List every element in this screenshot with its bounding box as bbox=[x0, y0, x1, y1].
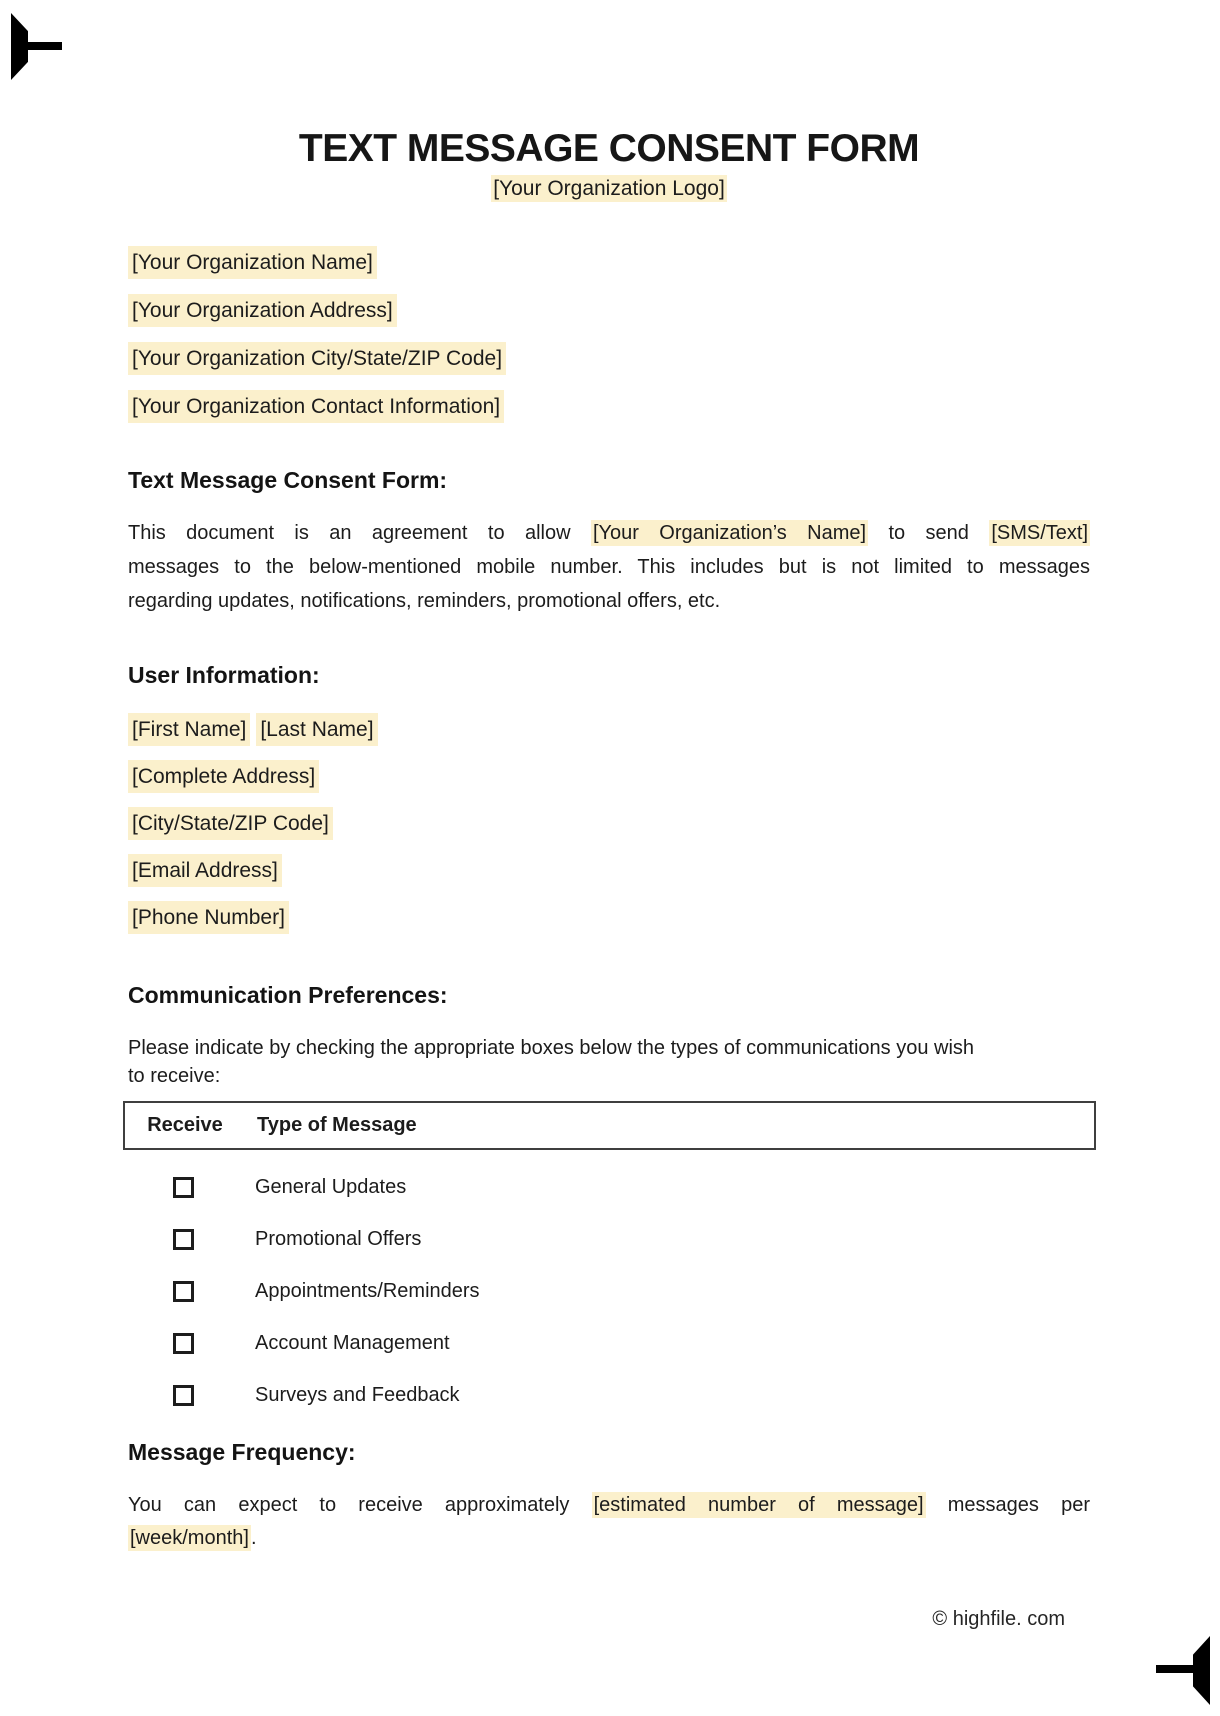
preferences-section-heading: Communication Preferences: bbox=[128, 982, 448, 1008]
preferences-intro bbox=[128, 1034, 1090, 1090]
org-address-line: [Your Organization Address] bbox=[128, 294, 1090, 327]
message-type-label: Promotional Offers bbox=[255, 1227, 422, 1250]
receive-checkbox[interactable] bbox=[173, 1177, 194, 1198]
consent-paragraph-line-1: This document is an agreement to allow [Your Organization’s Name] to send [SMS/Text] bbox=[128, 522, 1089, 544]
table-row bbox=[123, 1172, 1096, 1202]
user-address-line: [Complete Address] bbox=[128, 760, 1090, 793]
last-name-placeholder: [Last Name] bbox=[256, 713, 377, 746]
logo-placeholder bbox=[128, 174, 1090, 204]
consent-section-heading: Text Message Consent Form: bbox=[128, 467, 448, 493]
crop-mark-top-left-bar-icon bbox=[26, 42, 62, 50]
consent-paragraph-line-3: regarding updates, notifications, reminders, promotional offers, etc. bbox=[128, 590, 721, 612]
preferences-intro-line-1: Please indicate by checking the appropriate boxes below the types of communications you wish bbox=[128, 1037, 975, 1059]
week-month-highlight: [week/month] bbox=[130, 1527, 249, 1549]
estimated-number-highlight: [estimated number of message] bbox=[593, 1494, 924, 1516]
org-name-line: [Your Organization Name] bbox=[128, 246, 1090, 279]
receive-checkbox[interactable] bbox=[173, 1281, 194, 1302]
consent-paragraph-line-2: messages to the below-mentioned mobile number. This includes but is not limited to messages bbox=[128, 556, 1090, 578]
preferences-table-header bbox=[123, 1101, 1096, 1150]
user-info-block bbox=[128, 713, 1090, 948]
receive-checkbox[interactable] bbox=[173, 1385, 194, 1406]
crop-mark-bottom-right-bar-icon bbox=[1156, 1665, 1194, 1673]
page-title: TEXT MESSAGE CONSENT FORM bbox=[298, 127, 920, 170]
org-city-state-zip-line: [Your Organization City/State/ZIP Code] bbox=[128, 342, 1090, 375]
user-city-state-zip-line: [City/State/ZIP Code] bbox=[128, 807, 1090, 840]
message-type-label: Surveys and Feedback bbox=[255, 1383, 460, 1406]
receive-column-header: Receive bbox=[147, 1114, 223, 1136]
message-type-label: General Updates bbox=[255, 1175, 407, 1198]
user-name-line bbox=[128, 713, 1090, 746]
footer-copyright: © highfile. com bbox=[932, 1608, 1065, 1630]
user-phone-line: [Phone Number] bbox=[128, 901, 1090, 934]
frequency-section-heading: Message Frequency: bbox=[128, 1439, 356, 1465]
crop-mark-bottom-right-icon bbox=[1193, 1636, 1210, 1705]
receive-checkbox[interactable] bbox=[173, 1229, 194, 1250]
consent-paragraph bbox=[128, 516, 1090, 618]
org-name-inline-highlight: [Your Organization’s Name] bbox=[592, 522, 867, 544]
frequency-paragraph bbox=[128, 1489, 1090, 1555]
org-contact-line: [Your Organization Contact Information] bbox=[128, 390, 1090, 423]
type-column-header: Type of Message bbox=[257, 1114, 417, 1136]
message-type-label: Appointments/Reminders bbox=[255, 1279, 480, 1302]
receive-checkbox[interactable] bbox=[173, 1333, 194, 1354]
logo-placeholder-highlight: [Your Organization Logo] bbox=[493, 177, 725, 200]
organization-info-block bbox=[128, 246, 1090, 438]
preferences-table bbox=[123, 1101, 1096, 1410]
table-row bbox=[123, 1224, 1096, 1254]
message-type-label: Account Management bbox=[255, 1331, 450, 1354]
table-row bbox=[123, 1276, 1096, 1306]
user-email-line: [Email Address] bbox=[128, 854, 1090, 887]
user-section-heading: User Information: bbox=[128, 662, 320, 688]
sms-text-inline-highlight: [SMS/Text] bbox=[991, 522, 1089, 544]
first-name-placeholder: [First Name] bbox=[128, 713, 250, 746]
preferences-intro-line-2: to receive: bbox=[128, 1065, 221, 1087]
frequency-paragraph-line-1: You can expect to receive approximately [estimated number of message] messages per bbox=[128, 1494, 1090, 1516]
frequency-paragraph-line-2: [week/month] . bbox=[130, 1527, 257, 1549]
table-row bbox=[123, 1380, 1096, 1410]
table-row bbox=[123, 1328, 1096, 1358]
